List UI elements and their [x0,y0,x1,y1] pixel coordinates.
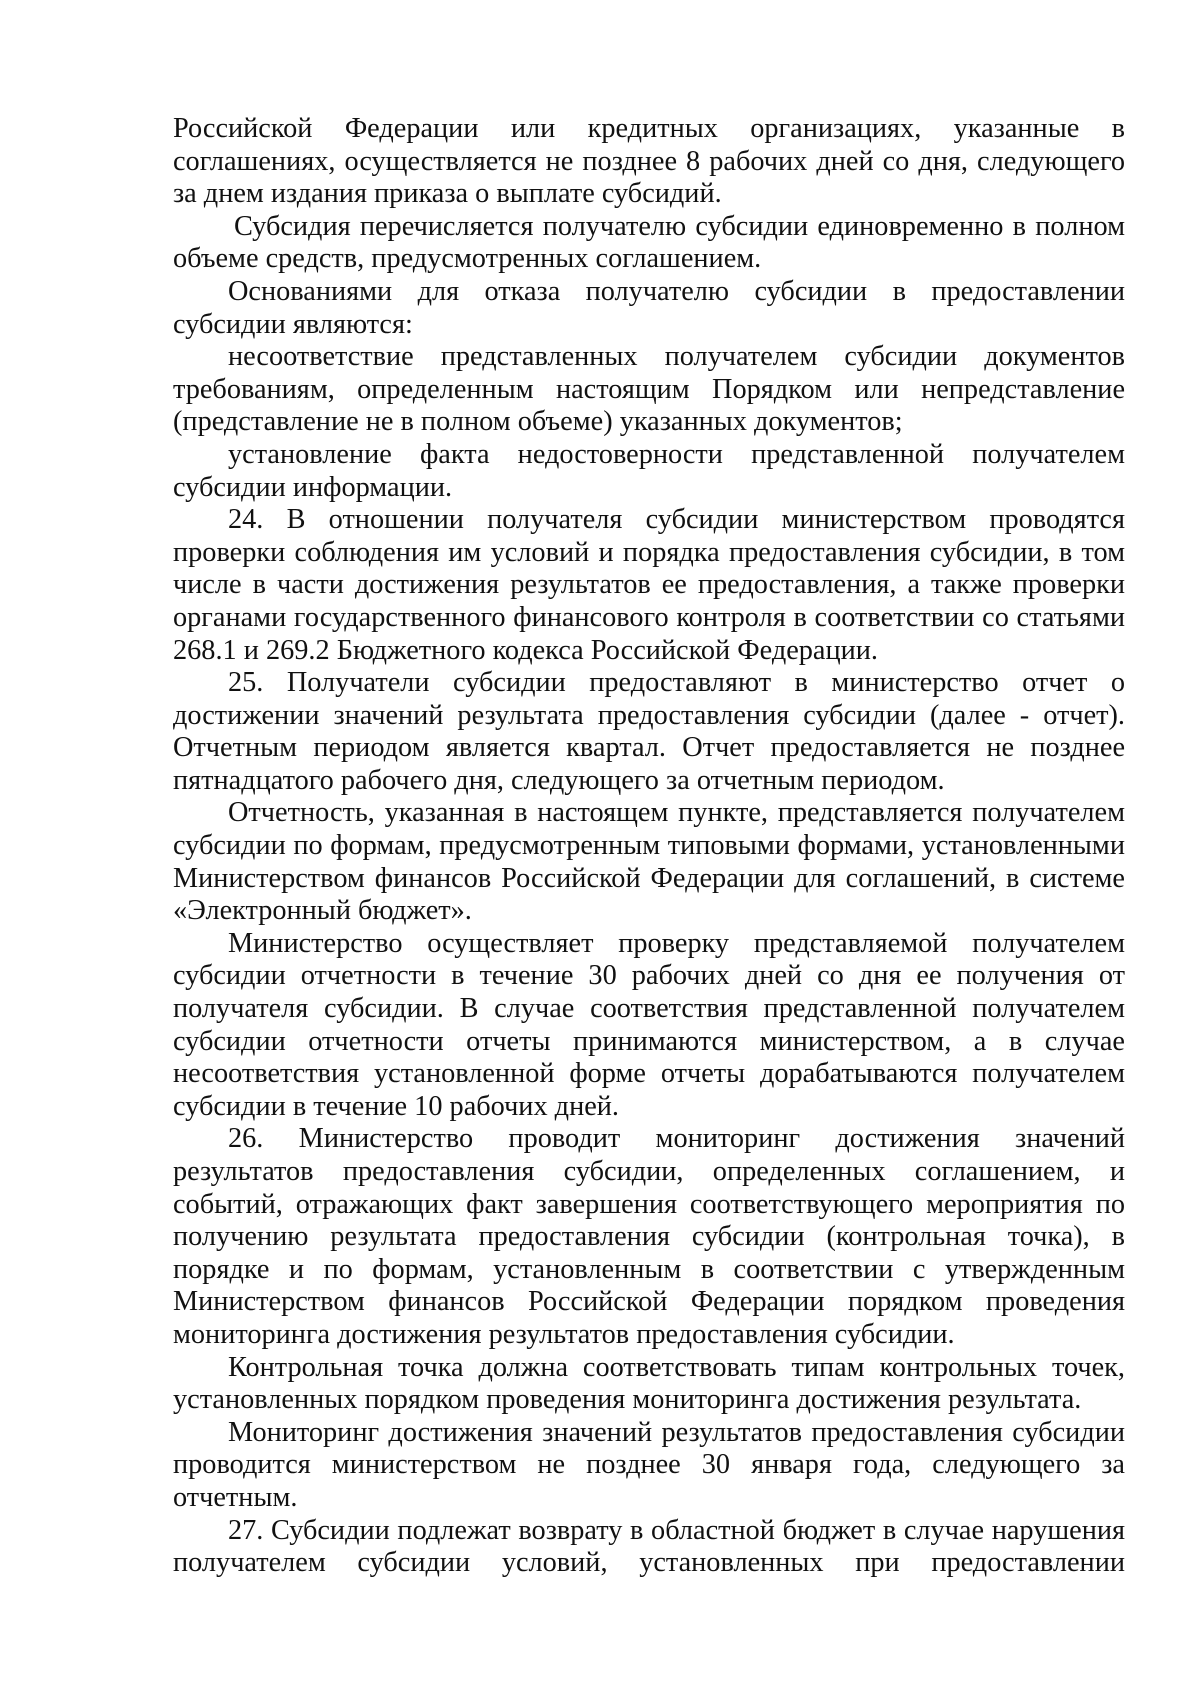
paragraph-item-25: 25. Получатели субсидии предоставляют в министерство отчет о достижении значений результата предоставления субсидии (далее - отчет). Отчетным периодом является квартал. Отчет предоставляется не позднее пятнадцатого рабочего дня, следующего за отчетным периодом. [173,667,1125,796]
paragraph-refusal-mismatch: несоответствие представленных получателем субсидии документов требованиям, определенным настоящим Порядком или непредставление (представление не в полном объеме) указанных документов; [173,341,1125,438]
paragraph-monitoring-deadline: Мониторинг достижения значений результатов предоставления субсидии проводится министерством не позднее 30 января года, следующего за отчетным. [173,1416,1125,1513]
document-page [173,113,1125,1580]
paragraph-item-26: 26. Министерство проводит мониторинг достижения значений результатов предоставления субсидии, определенных соглашением, и событий, отражающих факт завершения соответствующего мероприятия по получению результата предоставления субсидии (контрольная точка), в порядке и по формам, установленным в соответствии с утвержденным Министерством финансов Российской Федерации порядком проведения мониторинга достижения результатов предоставления субсидии. [173,1123,1125,1350]
paragraph-subsidy-transfer: Субсидия перечисляется получателю субсидии единовременно в полном объеме средств, предусмотренных соглашением. [173,210,1125,275]
paragraph-report-review: Министерство осуществляет проверку представляемой получателем субсидии отчетности в течение 30 рабочих дней со дня ее получения от получателя субсидии. В случае соответствия представленной получателем субсидии отчетности отчеты принимаются министерством, а в случае несоответствия установленной форме отчеты дорабатываются получателем субсидии в течение 10 рабочих дней. [173,927,1125,1122]
paragraph-continuation: Российской Федерации или кредитных организациях, указанные в соглашениях, осуществляется не позднее 8 рабочих дней со дня, следующего за днем издания приказа о выплате субсидий. [173,113,1125,210]
paragraph-control-point: Контрольная точка должна соответствовать типам контрольных точек, установленных порядком проведения мониторинга достижения результата. [173,1351,1125,1416]
paragraph-item-24: 24. В отношении получателя субсидии министерством проводятся проверки соблюдения им условий и порядка предоставления субсидии, в том числе в части достижения результатов ее предоставления, а также проверки органами государственного финансового контроля в соответствии со статьями 268.1 и 269.2 Бюджетного кодекса Российской Федерации. [173,504,1125,666]
paragraph-reporting-forms: Отчетность, указанная в настоящем пункте, представляется получателем субсидии по формам, предусмотренным типовыми формами, установленными Министерством финансов Российской Федерации для соглашений, в системе «Электронный бюджет». [173,797,1125,927]
paragraph-refusal-grounds: Основаниями для отказа получателю субсидии в предоставлении субсидии являются: [173,275,1125,340]
paragraph-refusal-false-info: установление факта недостоверности представленной получателем субсидии информации. [173,438,1125,503]
paragraph-item-27: 27. Субсидии подлежат возврату в областной бюджет в случае нарушения получателем субсидии условий, установленных при предоставлении [173,1514,1125,1579]
